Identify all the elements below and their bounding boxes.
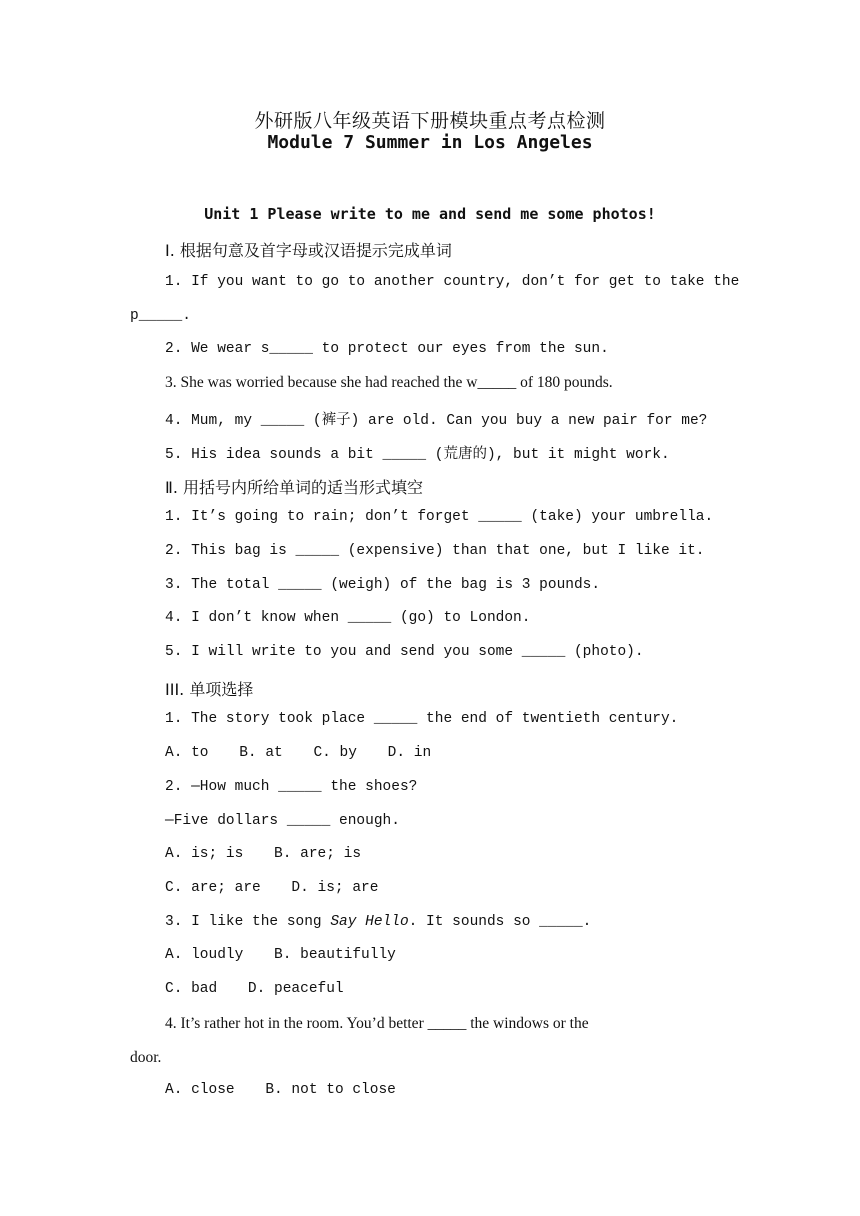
- option-a: A. is; is: [165, 846, 244, 862]
- option-b: B. not to close: [265, 1082, 396, 1098]
- option-a: A. close: [165, 1082, 235, 1098]
- s3-question-2-options-row-1: [165, 846, 383, 862]
- option-a: A. loudly: [165, 947, 244, 963]
- s2-question-2: 2. This bag is _____ (expensive) than that one, but I like it.: [165, 543, 705, 559]
- s3-question-2-line-2: —Five dollars _____ enough.: [165, 813, 400, 829]
- s2-question-4: 4. I don’t know when _____ (go) to London.: [165, 610, 531, 626]
- s2-question-3: 3. The total _____ (weigh) of the bag is 3 pounds.: [165, 577, 601, 593]
- s3-question-4-line-1: 4. It’s rather hot in the room. You’d better _____ the windows or the: [165, 1015, 589, 1032]
- s3-question-1: 1. The story took place _____ the end of twentieth century.: [165, 711, 679, 727]
- option-c: C. bad: [165, 981, 218, 997]
- s3-question-4-options-row-1: [165, 1082, 418, 1098]
- option-c: C. are; are: [165, 880, 261, 896]
- option-d: D. peaceful: [247, 981, 344, 997]
- option-a: A. to: [165, 745, 209, 761]
- s3-question-3-options-row-1: [165, 947, 418, 963]
- option-b: B. are; is: [274, 846, 362, 862]
- option-b: B. at: [239, 745, 283, 761]
- question-text-end: . It sounds so _____.: [408, 914, 592, 930]
- s3-question-3: [165, 914, 591, 930]
- s3-question-2-options-row-2: [165, 880, 400, 896]
- s1-question-4: 4. Mum, my _____ (裤子) are old. Can you buy a new pair for me?: [165, 413, 708, 429]
- option-d: D. is; are: [291, 880, 379, 896]
- question-text: 3. I like the song: [165, 914, 331, 930]
- s1-question-1-line-1: 1. If you want to go to another country, don’t for get to take the: [165, 274, 740, 290]
- option-b: B. beautifully: [274, 947, 396, 963]
- s2-question-1: 1. It’s going to rain; don’t forget _____ (take) your umbrella.: [165, 509, 714, 525]
- section-2-heading: Ⅱ. 用括号内所给单词的适当形式填空: [165, 478, 424, 497]
- section-3-heading: III. 单项选择: [165, 680, 254, 699]
- s3-question-3-options-row-2: [165, 981, 366, 997]
- s1-question-2: 2. We wear s_____ to protect our eyes from the sun.: [165, 341, 609, 357]
- option-d: D. in: [387, 745, 432, 761]
- s1-question-5: 5. His idea sounds a bit _____ (荒唐的), but it might work.: [165, 447, 670, 463]
- s1-question-1-line-2: p_____.: [130, 308, 191, 324]
- song-title: Say Hello: [330, 914, 409, 930]
- s2-question-5: 5. I will write to you and send you some _____ (photo).: [165, 644, 644, 660]
- module-title: Module 7 Summer in Los Angeles: [267, 132, 593, 153]
- s3-question-4-line-2: door.: [130, 1049, 162, 1066]
- document-title-chinese: 外研版八年级英语下册模块重点考点检测: [254, 110, 606, 132]
- s3-question-2-line-1: 2. —How much _____ the shoes?: [165, 779, 418, 795]
- s3-question-1-options: [165, 745, 453, 761]
- option-c: C. by: [313, 745, 357, 761]
- s1-question-3: 3. She was worried because she had reached the w_____ of 180 pounds.: [165, 374, 613, 391]
- unit-title: Unit 1 Please write to me and send me some photos!: [204, 205, 656, 223]
- section-1-heading: Ⅰ. 根据句意及首字母或汉语提示完成单词: [165, 241, 452, 260]
